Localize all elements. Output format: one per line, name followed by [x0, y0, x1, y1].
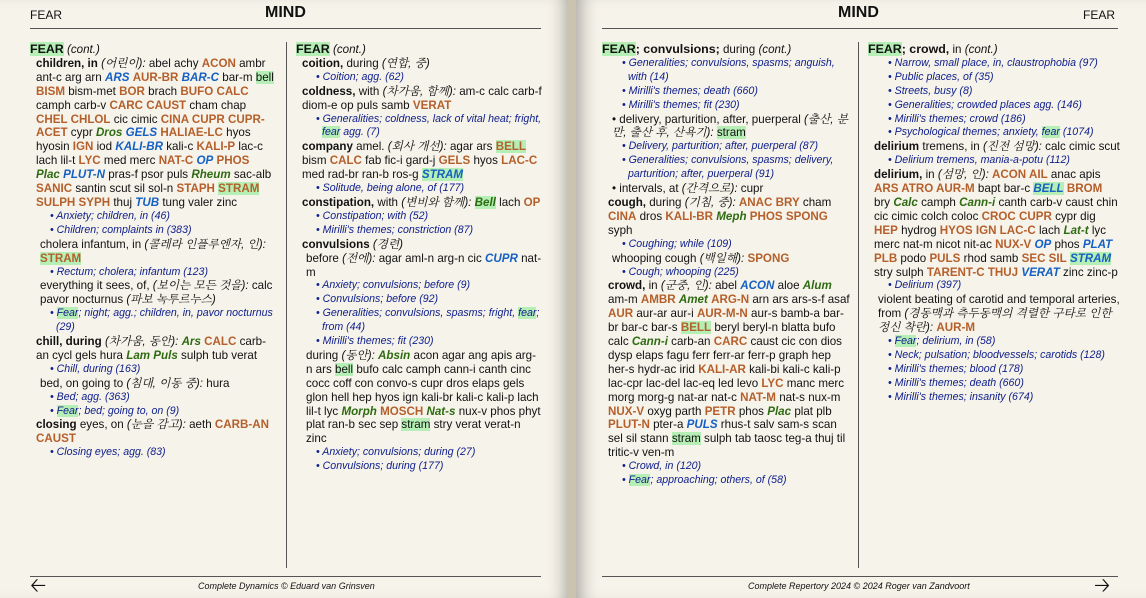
rubric-bed-going-to[interactable]: bed, on going to (침대, 이동 중): hura — [40, 376, 230, 390]
section-title: FEAR; convulsions; during (cont.) — [602, 42, 792, 56]
cross-reference[interactable]: • Cough; whooping (225) — [622, 265, 739, 278]
rubric-children[interactable]: children, in (어린이): abel achy ACON ambr ant-c arg arn ARS AUR-BR BAR-C bar-m bell BISM bism-met BOR brach BUFO CALC camph carb-v CARC CAUST cham chap CHEL CHLOL cic cimic CINA CUPR CUPR-ACET cypr Dros GELS HALIAE-LC hyos hyosin IGN iod KALI-BR kali-c KALI-P lac-c lach lil-t LYC med merc NAT-C OP PHOS Plac PLUT-N pras-f psor puls Rheum sac-alb SANIC santin scut sil sol-n STAPH STRAM SULPH SYPH thuj TUB tung valer zinc — [36, 56, 274, 209]
rubric-crowd[interactable]: crowd, in (군중, 인): abel ACON aloe Alum am-m AMBR Amet ARG-N arn ars ars-s-f asaf AUR aur-ar aur-i AUR-M-N aur-s bamb-a bar-br bar-c bar-s BELL beryl beryl-n blatta bufo calc Cann-i carb-an CARC caust cic con dios dysp elaps fagu ferr ferr-ar ferr-p graph hep her-s hydr-ac irid KALI-AR kali-bi kali-c kali-p lac-cpr lac-del lac-eq led levo LYC manc merc morg morg-g nat-ar nat-c NAT-M nat-s nux-m NUX-V oxyg parth PETR phos Plac plat plb PLUT-N pter-a PULS rhus-t salv sam-s scan sel sil stann stram sulph tab taosc teg-a thuj til tritic-v ven-m — [608, 279, 850, 460]
cross-reference[interactable]: • Coughing; while (109) — [622, 237, 732, 250]
cross-reference[interactable]: • Streets, busy (8) — [888, 84, 973, 97]
cross-reference[interactable]: • Mirilli's themes; fit (230) — [622, 98, 740, 111]
rubric-company[interactable]: company amel. (회사 개선): agar ars BELL bism CALC fab fic-i gard-j GELS hyos LAC-C med rad-br ran-b ros-g STRAM — [302, 140, 538, 182]
cross-reference[interactable]: • Fear; bed; going to, on (9) — [50, 404, 180, 417]
right-page — [576, 0, 1146, 598]
rubric-violent-beating[interactable]: violent beating of carotid and temporal arteries, from (경동맥과 측두동맥의 격렬한 구타로 인한 정신 착란): AUR-M — [878, 293, 1120, 335]
rubric-whooping-cough[interactable]: whooping cough (백일해): SPONG — [612, 251, 790, 265]
left-column-2 — [296, 43, 542, 474]
cross-reference[interactable]: • Anxiety; convulsions; during (27) — [316, 446, 476, 459]
rubric-closing-eyes[interactable]: closing eyes, on (눈을 감고): aeth CARB-AN CAUST — [36, 418, 270, 446]
left-bottom-rule — [30, 576, 541, 577]
rubric-convulsions[interactable]: convulsions (경련) — [302, 237, 404, 251]
cross-reference[interactable]: • Public places, of (35) — [888, 70, 994, 83]
cross-reference[interactable]: • Generalities; coldness, lack of vital heat; fright, fear agg. (7) — [316, 112, 542, 139]
left-page — [0, 0, 570, 598]
right-footer-copyright: Complete Repertory 2024 © 2024 Roger van Zandvoort — [748, 581, 970, 591]
cross-reference[interactable]: • Coition; agg. (62) — [316, 70, 404, 83]
rubric-coldness[interactable]: coldness, with (차가움, 함께): am-c calc carb-f diom-e op puls samb VERAT — [302, 84, 542, 112]
rubric-delivery[interactable]: • delivery, parturition, after, puerperal (출산, 분만, 출산 후, 산욕기): stram — [612, 112, 848, 140]
cross-reference[interactable]: • Delirium tremens, mania-a-potu (112) — [888, 154, 1070, 167]
section-title: FEAR; crowd, in (cont.) — [868, 42, 998, 56]
cross-reference[interactable]: • Neck; pulsation; bloodvessels; carotids (128) — [888, 348, 1105, 361]
cross-reference[interactable]: • Crowd, in (120) — [622, 460, 702, 473]
cross-reference[interactable]: • Bed; agg. (363) — [50, 390, 130, 403]
cross-reference[interactable]: • Solitude, being alone, of (177) — [316, 182, 465, 195]
section-title: FEAR (cont.) — [296, 42, 366, 56]
cross-reference[interactable]: • Narrow, small place, in, claustrophobia (97) — [888, 56, 1098, 69]
right-header-keyword: FEAR — [1083, 8, 1116, 22]
rubric-chill[interactable]: chill, during (차가움, 동안): Ars CALC carb-an cycl gels hura Lam Puls sulph tub verat — [36, 335, 266, 362]
cross-reference[interactable]: • Anxiety; convulsions; before (9) — [316, 279, 471, 292]
cross-reference[interactable]: • Mirilli's themes; constriction (87) — [316, 223, 474, 236]
cross-reference[interactable]: • Constipation; with (52) — [316, 209, 429, 222]
cross-reference[interactable]: • Anxiety; children, in (46) — [50, 209, 170, 222]
cross-reference[interactable]: • Delirium (397) — [888, 279, 962, 292]
rubric-pavor-nocturnus[interactable]: pavor nocturnus (파보 녹투르누스) — [40, 293, 216, 307]
cross-reference[interactable]: • Rectum; cholera; infantum (123) — [50, 265, 208, 278]
right-bottom-rule — [602, 576, 1118, 577]
left-header-chapter: MIND — [265, 4, 306, 21]
cross-reference[interactable]: • Convulsions; before (92) — [316, 293, 439, 306]
cross-reference[interactable]: • Mirilli's themes; blood (178) — [888, 362, 1024, 375]
cross-reference[interactable]: • Generalities; convulsions, spasms; fright, fear; from (44) — [316, 307, 540, 334]
rubric-coition[interactable]: coition, during (연합, 중) — [302, 56, 430, 70]
cross-reference[interactable]: • Mirilli's themes; death (660) — [888, 376, 1024, 389]
cross-reference[interactable]: • Mirilli's themes; fit (230) — [316, 335, 434, 348]
right-column-divider — [858, 42, 859, 568]
cross-reference[interactable]: • Mirilli's themes; insanity (674) — [888, 390, 1034, 403]
previous-page-arrow-icon[interactable]: 🡠 — [30, 575, 47, 597]
rubric-intervals[interactable]: • intervals, at (간격으로): cupr — [612, 182, 764, 196]
cross-reference[interactable]: • Psychological themes; anxiety, fear (1074) — [888, 126, 1094, 139]
rubric-delirium[interactable]: delirium, in (섬망, 인): ACON AIL anac apis ARS ATRO AUR-M bapt bar-c BELL BROM bry Calc camph Cann-i canth carb-v caust chin cic cimic colch coloc CROC CUPR cypr dig HEP hydrog HYOS IGN LAC-C lach Lat-t lyc merc nat-m nicot nit-ac NUX-V OP phos PLAT PLB podo PULS rhod samb SEC SIL STRAM stry sulph TARENT-C THUJ VERAT zinc zinc-p — [874, 168, 1118, 279]
cross-reference[interactable]: • Fear; delirium, in (58) — [888, 335, 996, 348]
cross-reference[interactable]: • Generalities; convulsions, spasms; delivery, parturition; after, puerperal (91) — [622, 154, 834, 181]
cross-reference[interactable]: • Children; complaints in (383) — [50, 223, 192, 236]
left-top-rule — [30, 28, 541, 29]
right-column-2 — [868, 43, 1120, 405]
right-header-chapter: MIND — [838, 4, 879, 21]
cross-reference[interactable]: • Generalities; convulsions, spasms; anguish, with (14) — [622, 56, 835, 83]
rubric-delirium-tremens[interactable]: delirium tremens, in (진전 섬망): calc cimic scut — [874, 140, 1120, 154]
rubric-cholera[interactable]: cholera infantum, in (콜레라 인플루엔자, 인): STRAM — [40, 237, 266, 265]
cross-reference[interactable]: • Mirilli's themes; death (660) — [622, 84, 758, 97]
cross-reference[interactable]: • Fear; approaching; others, of (58) — [622, 474, 787, 487]
cross-reference[interactable]: • Fear; night; agg.; children, in, pavor nocturnus (29) — [50, 307, 273, 334]
cross-reference[interactable]: • Convulsions; during (177) — [316, 460, 444, 473]
left-footer-copyright: Complete Dynamics © Eduard van Grinsven — [198, 581, 375, 591]
next-page-arrow-icon[interactable]: 🡢 — [1094, 575, 1111, 597]
right-top-rule — [602, 28, 1118, 29]
left-column-divider — [286, 42, 287, 568]
right-column-1 — [602, 43, 852, 488]
left-column-1 — [30, 43, 276, 460]
section-title: FEAR (cont.) — [30, 42, 100, 56]
cross-reference[interactable]: • Chill, during (163) — [50, 362, 141, 375]
rubric-convulsions-during[interactable]: during (동안): Absin acon agar ang apis arg-n ars bell bufo calc camph cann-i canth cinc cocc coff con convo-s cupr dros elaps gels glon hell hep hyos ign kali-br kali-c kali-p lach lil-t lyc Morph MOSCH Nat-s nux-v phos phyt plat ran-b sec sep stram stry verat verat-n zinc — [306, 348, 541, 446]
cross-reference[interactable]: • Delivery, parturition; after, puerperal (87) — [622, 140, 819, 153]
rubric-everything-it-sees[interactable]: everything it sees, of, (보이는 모든 것을): calc — [40, 279, 273, 293]
rubric-cough[interactable]: cough, during (기침, 중): ANAC BRY cham CINA dros KALI-BR Meph PHOS SPONG syph — [608, 195, 832, 237]
left-header-keyword: FEAR — [30, 8, 63, 22]
rubric-convulsions-before[interactable]: before (전에): agar aml-n arg-n cic CUPR nat-m — [306, 251, 542, 279]
rubric-constipation[interactable]: constipation, with (변비와 함께): Bell lach OP — [302, 195, 541, 209]
cross-reference[interactable]: • Closing eyes; agg. (83) — [50, 446, 166, 459]
cross-reference[interactable]: • Mirilli's themes; crowd (186) — [888, 112, 1026, 125]
cross-reference[interactable]: • Generalities; crowded places agg. (146) — [888, 98, 1082, 111]
